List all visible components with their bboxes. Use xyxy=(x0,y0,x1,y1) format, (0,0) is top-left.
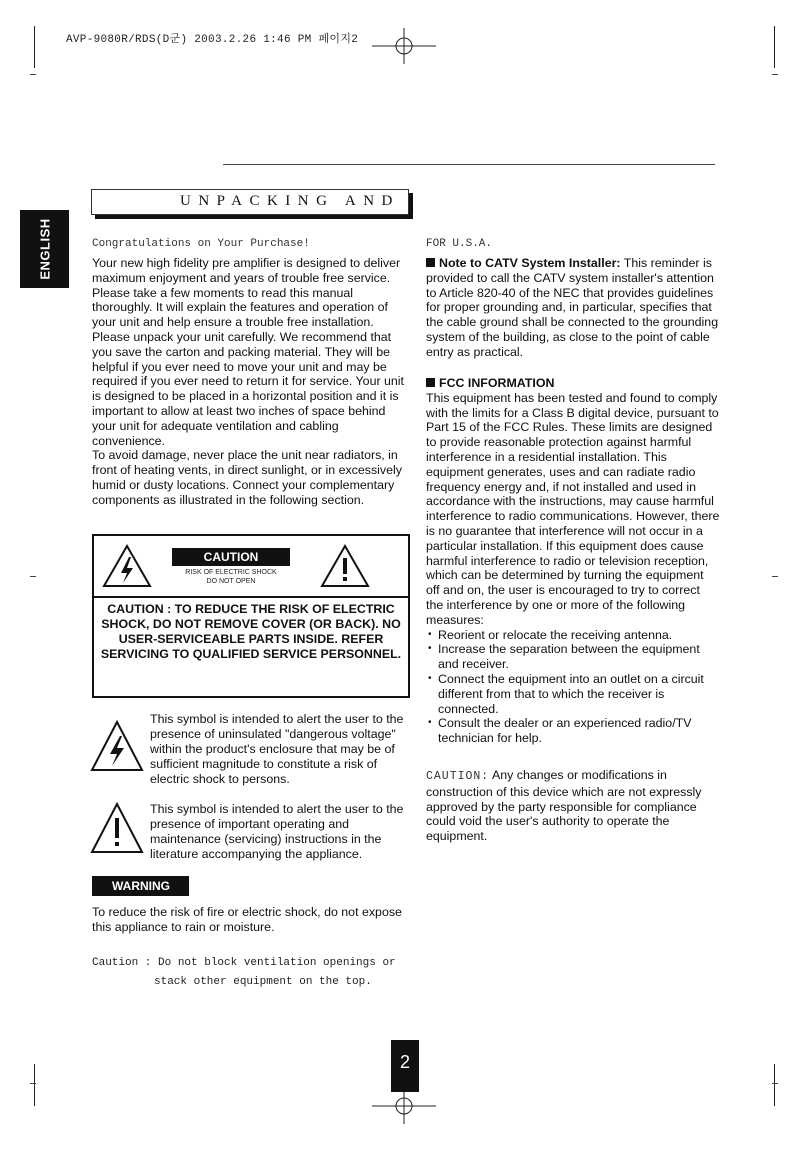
left-column xyxy=(92,256,410,508)
voltage-symbol-text: This symbol is intended to alert the user to the presence of uninsulated "dangerous voltage" within the product's enclosure that may be of sufficient magnitude to constitute a risk of electric shock to persons. xyxy=(150,712,404,786)
exclamation-symbol-icon xyxy=(90,802,144,854)
exclamation-warning-icon xyxy=(320,544,370,588)
fcc-measures-list xyxy=(426,628,720,746)
square-bullet-icon xyxy=(426,378,435,387)
list-item: • Reorient or relocate the receiving antenna. xyxy=(426,628,720,643)
fcc-caution-label: CAUTION: xyxy=(426,770,490,783)
registration-mark-bottom-icon xyxy=(372,1088,436,1124)
print-header: AVP-9080R/RDS(D군) 2003.2.26 1:46 PM 페이지2 xyxy=(66,34,359,46)
caution-label: CAUTION xyxy=(172,548,290,566)
fcc-text: This equipment has been tested and found to comply with the limits for a Class B digital device, pursuant to Part 15 of the FCC Rules. These limits are designed to provide reasonable protection against harmful interference in a residential installation. This equipment generates, uses and can radiate radio frequency energy and, if not installed and used in accordance with the instructions, may cause harmful interference to radio communications. However, there is no guarantee that interference will not occur in a particular installation. If this equipment does cause harmful interference to radio or television reception, which can be determined by turning the equipment off and on, the user is encouraged to try to correct the interference by one or more of the following measures: xyxy=(426,390,720,627)
caution-subtext-line1: RISK OF ELECTRIC SHOCK xyxy=(185,569,277,576)
caution-box xyxy=(92,534,410,698)
square-bullet-icon xyxy=(426,258,435,267)
page-number: 2 xyxy=(399,1052,410,1072)
damage-paragraph: To avoid damage, never place the unit near radiators, in front of heating vents, in direct sunlight, or in excessively humid or dusty locations. Connect your complementary components as illustrated in the following section. xyxy=(92,448,402,507)
header-rule xyxy=(223,164,715,165)
language-tab-label: ENGLISH xyxy=(37,218,52,280)
list-item: • Consult the dealer or an experienced radio/TV technician for help. xyxy=(426,716,720,746)
lightning-warning-icon xyxy=(102,544,152,588)
catv-note xyxy=(426,256,720,360)
fcc-title: FCC INFORMATION xyxy=(439,376,555,390)
warning-label: WARNING xyxy=(92,876,189,896)
ventilation-caution xyxy=(92,954,396,992)
usa-heading: FOR U.S.A. xyxy=(426,238,493,250)
section-title: UNPACKING AND xyxy=(180,193,400,209)
catv-title: Note to CATV System Installer: xyxy=(439,256,621,270)
congrats-heading: Congratulations on Your Purchase! xyxy=(92,238,310,250)
lightning-symbol-icon xyxy=(90,720,144,772)
list-item: • Connect the equipment into an outlet on a circuit different from that to which the receiver is connected. xyxy=(426,672,720,716)
page-number-box xyxy=(391,1040,419,1092)
language-tab xyxy=(20,210,69,288)
registration-mark-top-icon xyxy=(372,28,436,64)
fcc-information xyxy=(426,376,720,746)
fcc-caution-note xyxy=(426,768,720,844)
caution-main-text: CAUTION : TO REDUCE THE RISK OF ELECTRIC SHOCK, DO NOT REMOVE COVER (OR BACK). NO USER-SERVICEABLE PARTS INSIDE. REFER SERVICING TO QUALIFIED SERVICE PERSONNEL. xyxy=(100,602,402,661)
list-item: • Increase the separation between the equipment and receiver. xyxy=(426,642,720,672)
section-title-box xyxy=(91,189,409,215)
ventilation-caution-line1: Caution : Do not block ventilation openings or xyxy=(92,957,396,969)
warning-text: To reduce the risk of fire or electric shock, do not expose this appliance to rain or moisture. xyxy=(92,905,402,934)
caution-subtext xyxy=(172,568,290,586)
catv-text: This reminder is provided to call the CATV system installer's attention to Article 820-40 of the NEC that provides guidelines for proper grounding and, in particular, specifies that the cable ground shall be connected to the grounding system of the building, as close to the point of cable entry as practical. xyxy=(426,256,719,359)
caution-subtext-line2: DO NOT OPEN xyxy=(206,578,256,585)
fcc-caution-text: Any changes or modifications in construction of this device which are not expressly approved by the party responsible for compliance could void the user's authority to operate the equipment. xyxy=(426,768,702,844)
important-symbol-text: This symbol is intended to alert the user to the presence of important operating and maintenance (servicing) instructions in the literature accompanying the appliance. xyxy=(150,802,404,861)
caution-divider xyxy=(94,596,408,598)
intro-paragraph: Your new high fidelity pre amplifier is designed to deliver maximum enjoyment and years of trouble free service. Please take a few moments to read this manual thoroughly. It will explain the features and operation of your unit and help ensure a trouble free installation. Please unpack your unit carefully. We recommend that you save the carton and packing material. They will be helpful if you ever need to move your unit and may be required if you ever need to return it for service. Your unit is designed to be placed in a horizontal position and it is important to allow at least two inches of space behind your unit for adequate ventilation and cabling convenience. xyxy=(92,256,405,448)
ventilation-caution-line2: stack other equipment on the top. xyxy=(154,976,372,988)
